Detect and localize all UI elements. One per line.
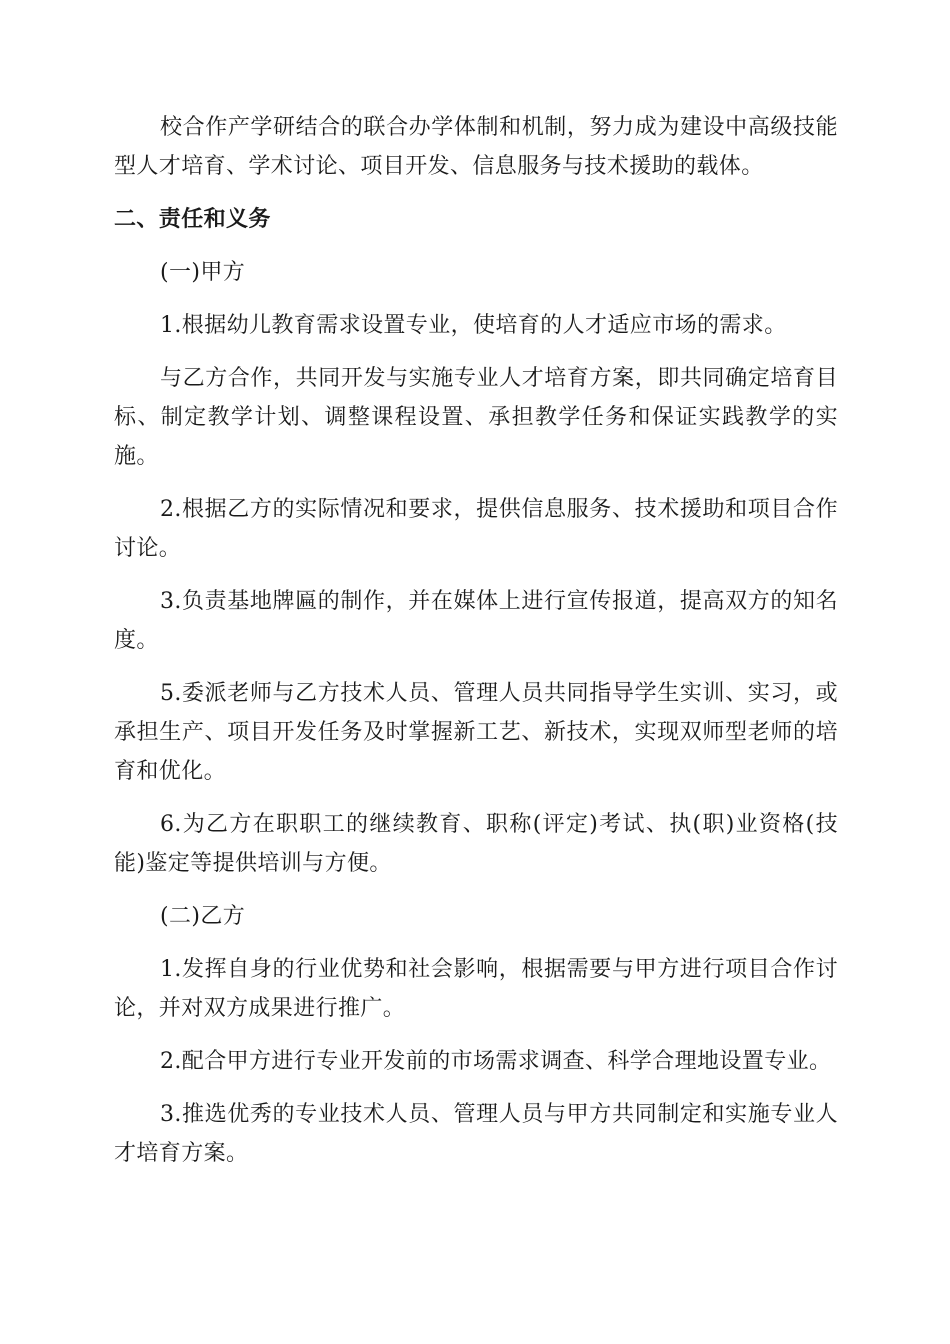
party-a-item-2: 2.根据乙方的实际情况和要求，提供信息服务、技术援助和项目合作讨论。 (114, 497, 838, 561)
party-a-item-6: 6.为乙方在职职工的继续教育、职称(评定)考试、执(职)业资格(技能)鉴定等提供培训与方便。 (114, 812, 838, 876)
paragraph-intro: 校合作产学研结合的联合办学体制和机制，努力成为建设中高级技能型人才培育、学术讨论、项目开发、信息服务与技术援助的载体。 (114, 115, 838, 179)
party-b-item-1: 1.发挥自身的行业优势和社会影响，根据需要与甲方进行项目合作讨论，并对双方成果进行推广。 (114, 957, 838, 1021)
subsection-party-a-title: (一)甲方 (160, 260, 246, 285)
party-b-item-2: 2.配合甲方进行专业开发前的市场需求调查、科学合理地设置专业。 (160, 1049, 832, 1074)
party-a-item-1: 1.根据幼儿教育需求设置专业，使培育的人才适应市场的需求。 (160, 313, 787, 338)
party-a-item-3: 3.负责基地牌匾的制作，并在媒体上进行宣传报道，提高双方的知名度。 (114, 589, 838, 653)
document-page (114, 108, 838, 1187)
party-b-item-3: 3.推选优秀的专业技术人员、管理人员与甲方共同制定和实施专业人才培育方案。 (114, 1102, 838, 1166)
section-heading-responsibilities: 二、责任和义务 (114, 207, 271, 232)
subsection-party-b-title: (二)乙方 (160, 904, 246, 929)
party-a-item-1b: 与乙方合作，共同开发与实施专业人才培育方案，即共同确定培育目标、制定教学计划、调整课程设置、承担教学任务和保证实践教学的实施。 (114, 366, 838, 469)
party-a-item-5: 5.委派老师与乙方技术人员、管理人员共同指导学生实训、实习，或承担生产、项目开发任务及时掌握新工艺、新技术，实现双师型老师的培育和优化。 (114, 681, 838, 784)
